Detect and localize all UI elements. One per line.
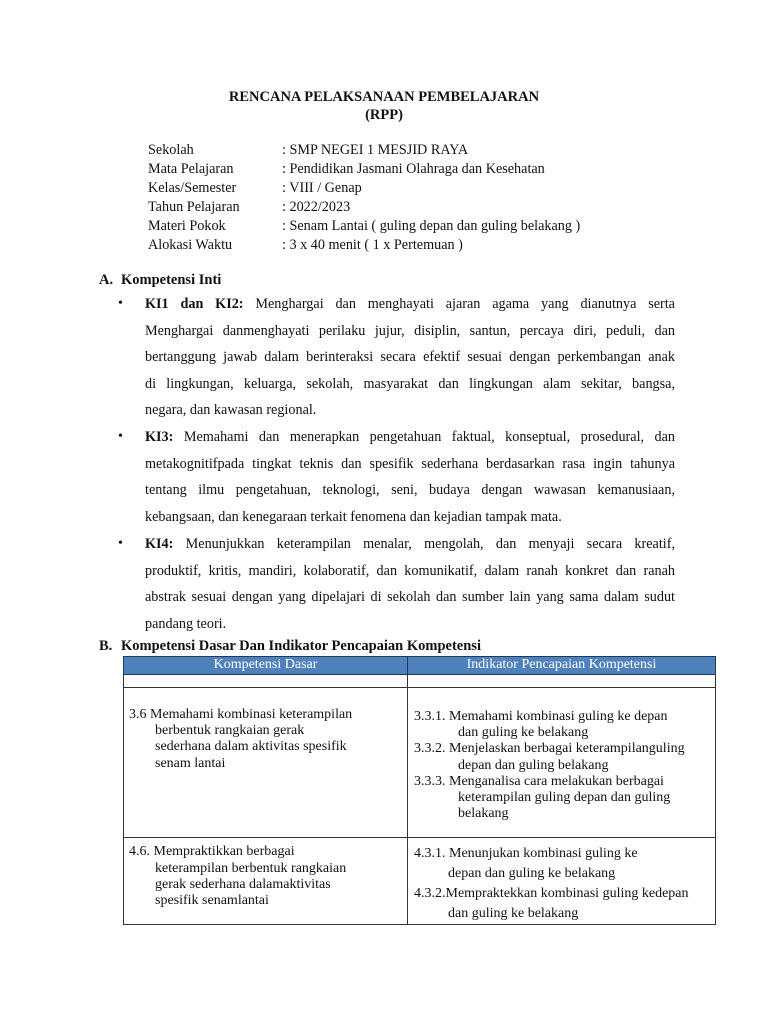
info-value: : VIII / Genap (282, 180, 362, 196)
kd-cell (124, 838, 408, 925)
kd-line: senam lantai (155, 755, 226, 771)
section-b-heading (99, 638, 481, 655)
kd-line: spesifik senamlantai (155, 893, 269, 909)
ki-line (145, 424, 675, 451)
ki-text: Memahami dan menerapkan pengetahuan faktual, konseptual, prosedural, dan (173, 429, 675, 445)
info-row-alokasi-waktu (148, 236, 580, 255)
indicator-line: 3.3.3. Menganalisa cara melakukan berbagai (414, 773, 664, 789)
column-header: Indikator Pencapaian Kompetensi (408, 657, 716, 675)
ki-line: abstrak sesuai dengan yang dipelajari di sekolah dan sumber lain yang sama dalam sudut (145, 589, 675, 605)
section-letter: A. (99, 272, 114, 288)
indicator-line: 3.3.1. Memahami kombinasi guling ke depan (414, 709, 668, 724)
info-label: Kelas/Semester (148, 180, 237, 196)
spacer-cell (408, 675, 716, 688)
info-label: Tahun Pelajaran (148, 199, 240, 215)
info-label: Mata Pelajaran (148, 161, 234, 177)
document-title: RENCANA PELAKSANAAN PEMBELAJARAN (228, 89, 540, 105)
table-row (124, 688, 716, 838)
ki1-ki2-item (118, 291, 675, 424)
ki-line: Menghargai danmenghayati perilaku jujur, disiplin, santun, percaya diri, peduli, dan (145, 322, 675, 339)
kd-line: sederhana dalam aktivitas spesifik (155, 739, 347, 755)
info-label: Alokasi Waktu (148, 237, 233, 253)
kd-line: 4.6. Mempraktikkan berbagai (129, 844, 295, 860)
indicator-line: dan guling ke belakang (448, 906, 579, 922)
indicator-line: 4.3.2.Mempraktekkan kombinasi guling kedepan (414, 886, 689, 902)
ki-line: pandang teori. (145, 615, 227, 632)
info-value: : Pendidikan Jasmani Olahraga dan Kesehatan (282, 161, 545, 177)
section-title: Kompetensi Inti (121, 272, 222, 288)
info-value: : 3 x 40 menit ( 1 x Pertemuan ) (282, 237, 463, 253)
section-title: Kompetensi Dasar Dan Indikator Pencapaian Kompetensi (121, 638, 481, 654)
ki-line: bertanggung jawab dalam berinteraksi secara efektif sesuai dengan perkembangan anak (145, 349, 675, 365)
indicator-line: dan guling ke belakang (458, 725, 589, 741)
indicator-line: belakang (458, 806, 509, 822)
section-letter: B. (99, 638, 113, 654)
section-a-heading (99, 272, 221, 289)
indicator-line: 4.3.1. Menunjukan kombinasi guling ke (414, 846, 638, 862)
kd-line: keterampilan berbentuk rangkaian (155, 860, 347, 876)
info-row-tahun-pelajaran (148, 198, 580, 217)
indicator-cell (408, 838, 716, 925)
table-spacer-row (124, 675, 716, 688)
kd-line: gerak sederhana dalamaktivitas (155, 876, 331, 892)
ki-line: tentang ilmu pengetahuan, teknologi, seni, budaya dengan wawasan kemanusiaan, (145, 482, 675, 498)
info-value: : SMP NEGEI 1 MESJID RAYA (282, 142, 469, 158)
info-label: Materi Pokok (148, 218, 226, 234)
kd-line: 3.6 Memahami kombinasi keterampilan (129, 707, 353, 722)
bullet-icon: • (118, 296, 123, 311)
indicator-line: 3.3.2. Menjelaskan berbagai keterampilanguling (414, 741, 685, 757)
document-subtitle: (RPP) (365, 107, 403, 123)
ki-line: kebangsaan, dan kenegaraan terkait fenomena dan kejadian tampak mata. (145, 508, 562, 525)
bullet-icon: • (118, 536, 123, 551)
indicator-line: keterampilan guling depan dan guling (458, 790, 671, 806)
ki-text: Menghargai dan menghayati ajaran agama yang dianutnya serta (243, 296, 675, 312)
ki-label: KI1 dan KI2: (145, 296, 244, 312)
column-header: Kompetensi Dasar (124, 657, 408, 675)
ki3-item (118, 424, 675, 530)
kd-cell (124, 688, 408, 838)
kd-line: berbentuk rangkaian gerak (155, 723, 305, 739)
indicator-line: depan dan guling ke belakang (448, 866, 616, 882)
indicator-line: depan dan guling belakang (458, 757, 609, 773)
spacer-cell (124, 675, 408, 688)
kompetensi-table (123, 656, 716, 925)
info-row-mata-pelajaran (148, 160, 580, 179)
ki-line: metakognitifpada tingkat teknis dan spesifik sederhana berdasarkan rasa ingin tahunya (145, 455, 675, 472)
info-value: : Senam Lantai ( guling depan dan guling belakang ) (282, 218, 581, 234)
info-value: : 2022/2023 (282, 199, 351, 215)
ki-line (145, 291, 675, 318)
info-label: Sekolah (148, 142, 194, 158)
ki-line: di lingkungan, keluarga, sekolah, masyarakat dan lingkungan alam sekitar, bangsa, (145, 375, 675, 392)
ki-line: negara, dan kawasan regional. (145, 402, 317, 418)
table-row (124, 838, 716, 925)
ki-label: KI3: (145, 429, 174, 445)
bullet-icon: • (118, 429, 123, 444)
ki-label: KI4: (145, 536, 174, 552)
info-row-sekolah (148, 141, 580, 160)
table-header-row (124, 657, 716, 675)
ki4-item (118, 531, 675, 637)
ki-line (145, 531, 675, 558)
indicator-cell (408, 688, 716, 838)
ki-text: Menunjukkan keterampilan menalar, mengolah, dan menyaji secara kreatif, (173, 536, 675, 552)
ki-line: produktif, kritis, mandiri, kolaboratif, dan komunikatif, dalam ranah konkret dan ranah (145, 562, 675, 579)
info-row-materi-pokok (148, 217, 580, 236)
info-block (148, 141, 580, 255)
info-row-kelas-semester (148, 179, 580, 198)
